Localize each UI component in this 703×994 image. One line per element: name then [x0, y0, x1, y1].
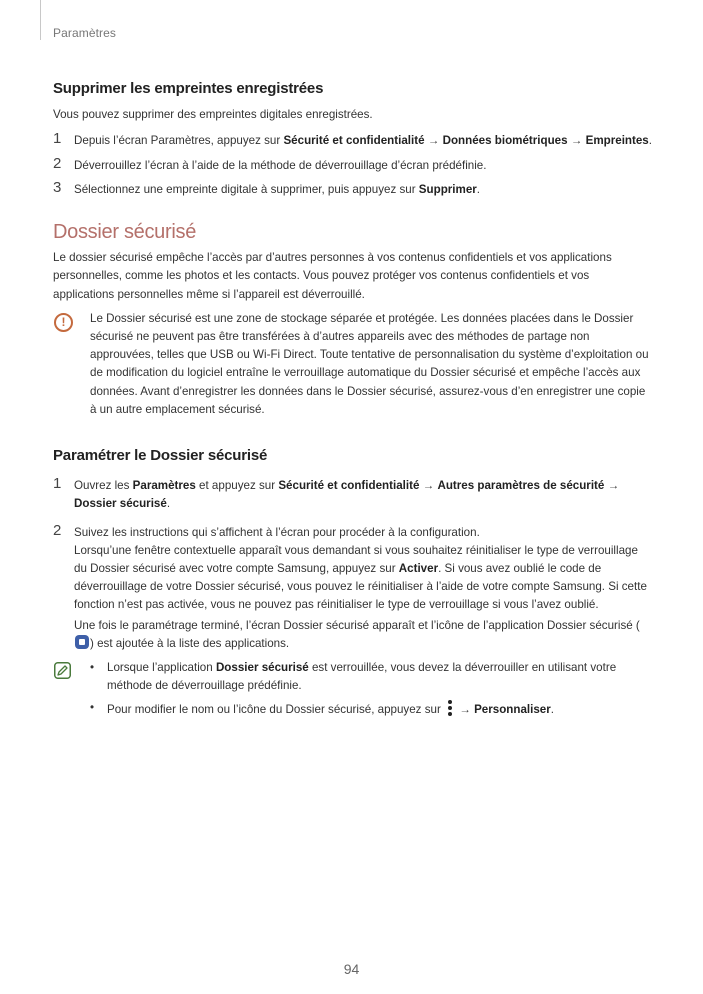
- secure-folder-app-icon: [75, 635, 89, 649]
- menu-path-secure-folder: Dossier sécurisé: [74, 497, 167, 511]
- settings-label: Paramètres: [132, 479, 196, 493]
- menu-path-other-security: Autres paramètres de sécurité: [437, 479, 605, 493]
- menu-path-fingerprints: Empreintes: [585, 134, 649, 148]
- page-content: [53, 80, 653, 724]
- configure-step-1: 1 Ouvrez les Paramètres et appuyez sur Sécurité et confidentialité → Autres paramètres de sécurité → Dossier sécurisé.: [53, 475, 620, 511]
- caution-text: Le Dossier sécurisé est une zone de stockage séparée et protégée. Les données placées dans le Dossier sécurisé ne peuvent pas être transférées à d’autres appareils avec des méthodes de partage non approuvées, telles que USB ou Wi-Fi Direct. Toute tentative de personnalisation du système d’exploitation ou de modification du logiciel entraîne le verrouillage automatique du Dossier sécurisé et empêche l’accès aux données. Avant d’enregistrer les données dans le Dossier sécurisé, assurez-vous d’en enregistrer une copie à un autre emplacement sécurisé.: [90, 311, 649, 416]
- setup-complete-paragraph: Une fois le paramétrage terminé, l’écran Dossier sécurisé apparaît et l’icône de l’application Dossier sécurisé () est ajoutée à la liste des applications.: [74, 618, 640, 650]
- caution-notice: [53, 310, 653, 419]
- note-item: • Pour modifier le nom ou l’icône du Dossier sécurisé, appuyez sur → Personnaliser.: [90, 701, 554, 717]
- configure-step-2: 2 Suivez les instructions qui s’affichent à l’écran pour procéder à la configuration. Lorsqu’une fenêtre contextuelle apparaît vous demandant si vous souhaitez réinitialiser le type de verrouillage du Dossier sécurisé avec votre compte Samsung, appuyez sur Activer. Si vous avez oublié le code de déverrouillage de votre Dossier sécurisé, vous pouvez le réinitialiser à l’aide de votre compte Samsung. Si cette fonction n’est pas activée, vous ne pouvez pas réinitialiser le type de verrouillage si vous l’avez oublié. Une fois le paramétrage terminé, l’écran Dossier sécurisé apparaît et l’icône de l’application Dossier sécurisé () est ajoutée à la liste des applications.: [53, 524, 653, 653]
- secure-folder-heading: Dossier sécurisé: [53, 221, 197, 244]
- secure-folder-label: Dossier sécurisé: [215, 661, 309, 675]
- delete-step-1: 1 Depuis l’écran Paramètres, appuyez sur Sécurité et confidentialité → Données biométriques → Empreintes.: [53, 130, 652, 148]
- margin-rule: [40, 0, 41, 40]
- more-options-icon: [447, 699, 453, 717]
- page-number: 94: [343, 961, 360, 977]
- delete-fingerprints-heading: Supprimer les empreintes enregistrées: [53, 80, 324, 97]
- note-pencil-icon: [54, 662, 71, 679]
- step-number: 1: [53, 475, 62, 493]
- menu-path-security: Sécurité et confidentialité: [283, 134, 425, 148]
- delete-step-2: 2 Déverrouillez l’écran à l’aide de la méthode de déverrouillage d’écran prédéfinie.: [53, 154, 487, 172]
- menu-path-security: Sécurité et confidentialité: [278, 479, 420, 493]
- secure-folder-intro: Le dossier sécurisé empêche l’accès par d’autres personnes à vos contenus confidentiels et vos applications personnelles, comme les photos et les contacts. Vous pouvez protéger vos contenus confidentiels et vos applications personnelles même si l’appareil est déverrouillé.: [53, 251, 612, 301]
- delete-label: Supprimer: [418, 182, 477, 196]
- delete-fingerprints-intro: Vous pouvez supprimer des empreintes digitales enregistrées.: [53, 108, 373, 122]
- menu-path-biometrics: Données biométriques: [442, 134, 568, 148]
- running-header: Paramètres: [53, 26, 117, 40]
- step-number: 2: [53, 521, 62, 539]
- activate-label: Activer: [398, 562, 439, 576]
- delete-step-3: 3 Sélectionnez une empreinte digitale à supprimer, puis appuyez sur Supprimer.: [53, 178, 481, 196]
- caution-icon: !: [54, 313, 73, 332]
- note-item: • Lorsque l’application Dossier sécurisé est verrouillée, vous devez la déverrouiller en utilisant votre méthode de déverrouillage prédéfinie.: [90, 661, 617, 693]
- step-number: 2: [53, 154, 62, 172]
- step-number: 1: [53, 130, 62, 148]
- configure-heading: Paramétrer le Dossier sécurisé: [53, 447, 268, 465]
- step-number: 3: [53, 178, 62, 196]
- customize-label: Personnaliser: [474, 703, 551, 717]
- reset-lock-paragraph: Lorsqu’une fenêtre contextuelle apparaît vous demandant si vous souhaitez réinitialiser le type de verrouillage du Dossier sécurisé avec votre compte Samsung, appuyez sur Activer. Si vous avez oublié le code de déverrouillage de votre Dossier sécurisé, vous pouvez le réinitialiser à l’aide de votre compte Samsung. Si cette fonction n’est pas activée, vous ne pouvez pas réinitialiser le type de verrouillage si vous l’avez oublié.: [74, 543, 647, 612]
- notes-box: [53, 659, 653, 720]
